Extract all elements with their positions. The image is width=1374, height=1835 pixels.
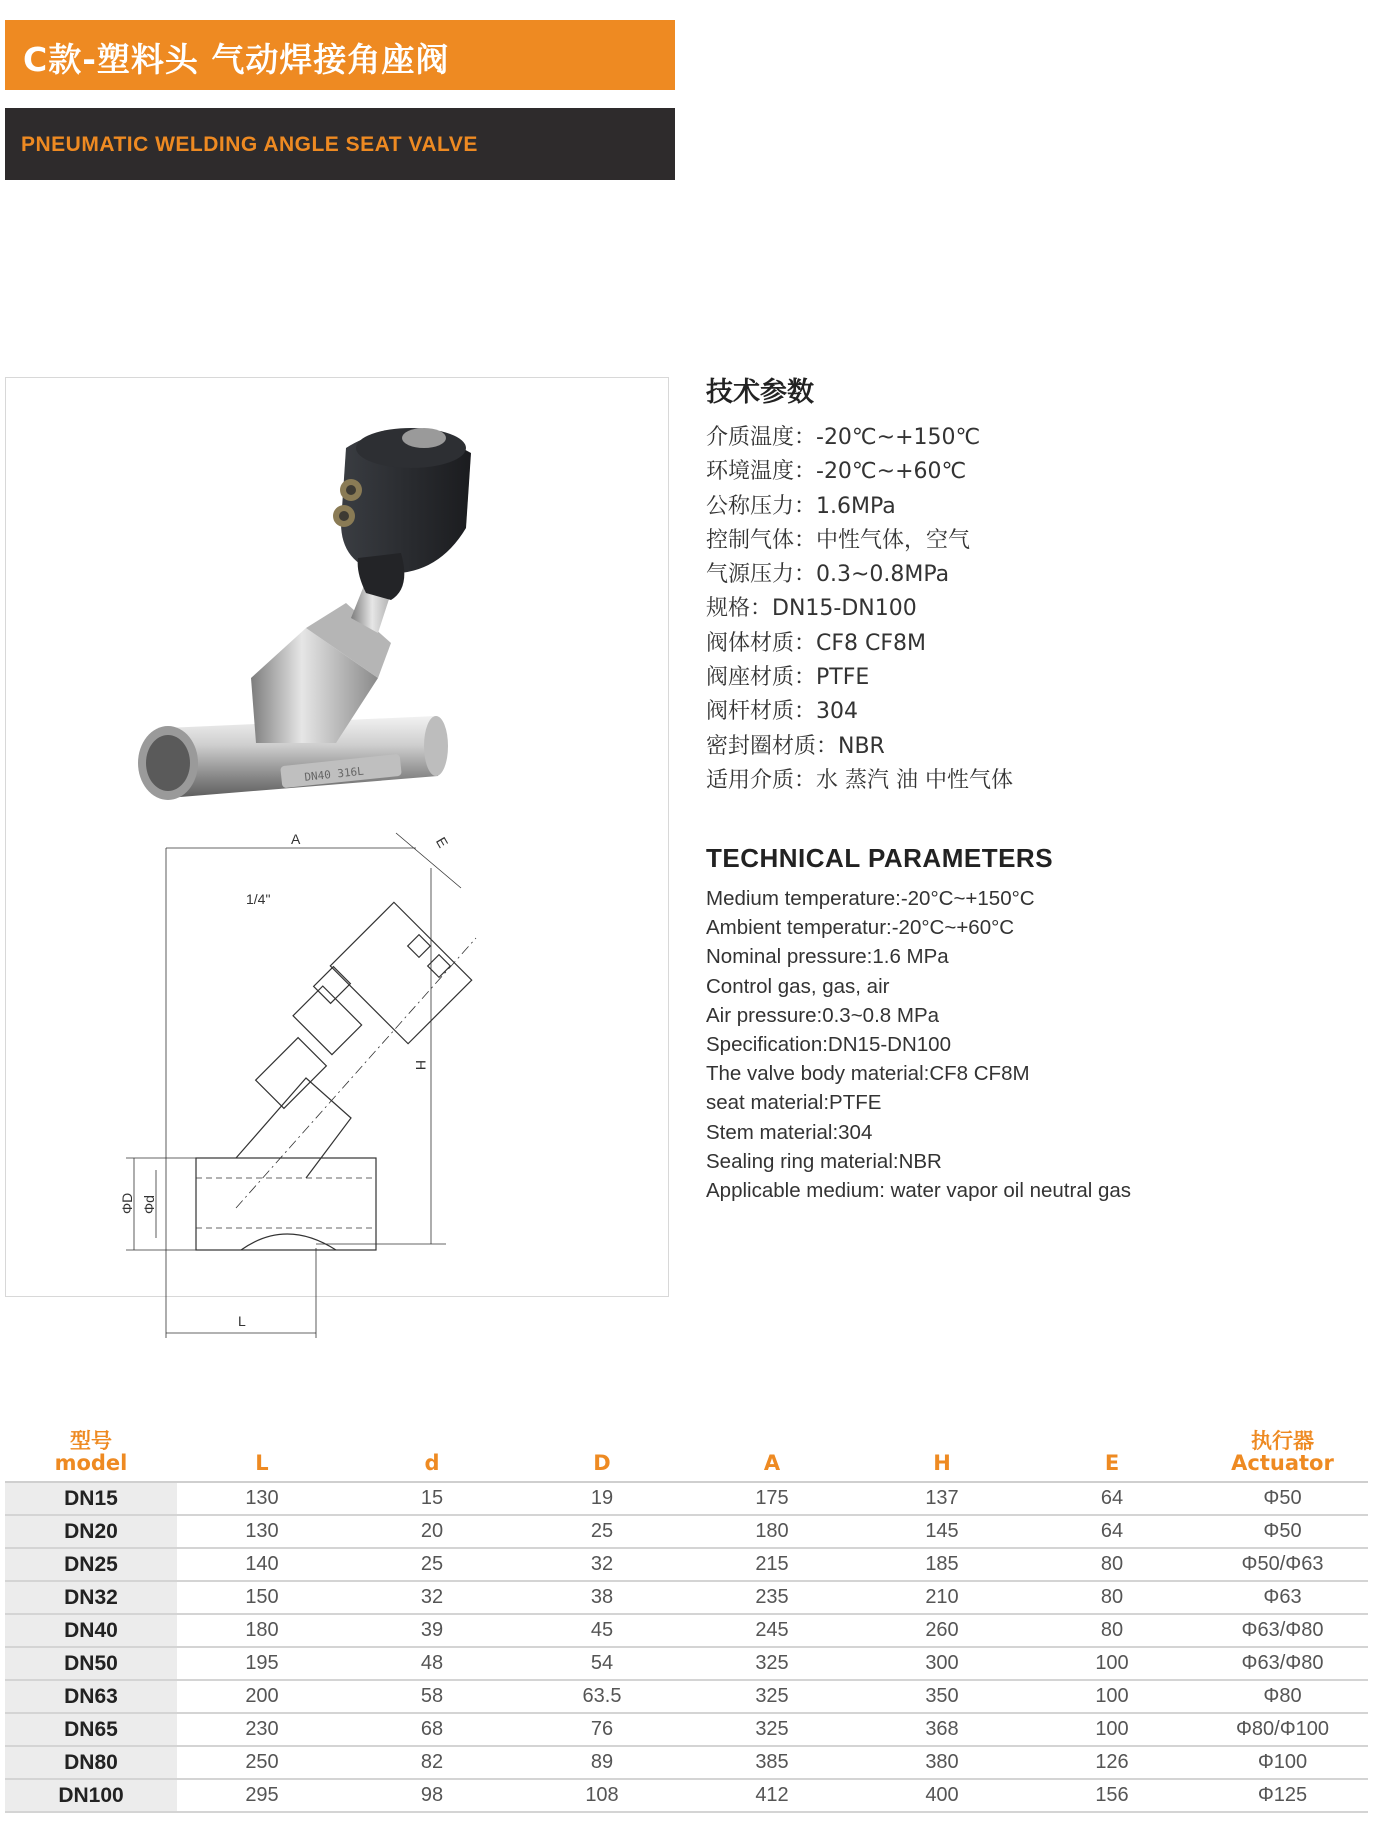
cell-h: 185 [857,1548,1027,1581]
valve-illustration [6,378,668,1329]
cell-actuator: Φ63 [1197,1581,1368,1614]
cell-d-outer: 54 [517,1647,687,1680]
page-title-en: PNEUMATIC WELDING ANGLE SEAT VALVE [21,133,478,156]
cell-l: 130 [177,1515,347,1548]
cell-model: DN40 [5,1614,177,1647]
col-header-a: A [687,1410,857,1482]
cell-e: 100 [1027,1680,1197,1713]
page-title-cn: C款-塑料头 气动焊接角座阀 [23,40,450,79]
cell-model: DN15 [5,1482,177,1515]
cell-d-outer: 63.5 [517,1680,687,1713]
cell-actuator: Φ100 [1197,1746,1368,1779]
dimension-table [5,1410,1368,1813]
spec-en-line: Air pressure:0.3~0.8 MPa [706,1003,940,1027]
cell-l: 200 [177,1680,347,1713]
spec-cn-line: 适用介质：水 蒸汽 油 中性气体 [706,767,1013,793]
col-header-actuator [1197,1410,1368,1482]
cell-actuator: Φ50 [1197,1515,1368,1548]
table-row [5,1482,1368,1515]
cell-d-inner: 20 [347,1515,517,1548]
spec-en-line: Applicable medium: water vapor oil neutral gas [706,1178,1132,1202]
cell-a: 215 [687,1548,857,1581]
subtitle-banner [5,108,675,180]
cell-h: 137 [857,1482,1027,1515]
col-header-model [5,1410,177,1482]
col-header-l: L [177,1410,347,1482]
tech-params-cn-title: 技术参数 [706,377,814,408]
table-header-row [5,1410,1368,1482]
cell-model: DN63 [5,1680,177,1713]
cell-e: 80 [1027,1614,1197,1647]
cell-e: 100 [1027,1713,1197,1746]
cell-e: 156 [1027,1779,1197,1812]
cell-e: 80 [1027,1581,1197,1614]
dim-label-phi-d-inner: Φd [141,1195,157,1214]
cell-d-inner: 39 [347,1614,517,1647]
cell-a: 325 [687,1680,857,1713]
cell-e: 64 [1027,1482,1197,1515]
cell-h: 368 [857,1713,1027,1746]
spec-en-line: Medium temperature:-20°C~+150°C [706,887,1035,910]
cell-actuator: Φ125 [1197,1779,1368,1812]
cell-d-outer: 38 [517,1581,687,1614]
table-row [5,1548,1368,1581]
cell-model: DN100 [5,1779,177,1812]
cell-d-inner: 68 [347,1713,517,1746]
cell-actuator: Φ63/Φ80 [1197,1614,1368,1647]
cell-e: 126 [1027,1746,1197,1779]
cell-actuator: Φ50 [1197,1482,1368,1515]
cell-actuator: Φ50/Φ63 [1197,1548,1368,1581]
dim-label-l: L [238,1313,246,1329]
cell-d-inner: 82 [347,1746,517,1779]
spec-cn-line: 阀体材质：CF8 CF8M [706,630,927,656]
col-header-model-en: model [54,1451,128,1475]
cell-model: DN50 [5,1647,177,1680]
cell-a: 325 [687,1713,857,1746]
tech-params-en [706,843,1346,1205]
spec-en-line: Nominal pressure:1.6 MPa [706,945,949,969]
spec-en-line: seat material:PTFE [706,1091,882,1115]
tech-params-cn [706,370,1346,798]
cell-d-outer: 76 [517,1713,687,1746]
cell-d-outer: 25 [517,1515,687,1548]
cell-a: 235 [687,1581,857,1614]
cell-l: 250 [177,1746,347,1779]
cell-d-inner: 15 [347,1482,517,1515]
cell-model: DN32 [5,1581,177,1614]
cell-model: DN20 [5,1515,177,1548]
cell-d-outer: 45 [517,1614,687,1647]
cell-a: 385 [687,1746,857,1779]
spec-en-line: The valve body material:CF8 CF8M [706,1062,1030,1086]
spec-cn-line: 介质温度：-20℃~+150℃ [706,425,981,450]
cell-d-inner: 25 [347,1548,517,1581]
cell-l: 195 [177,1647,347,1680]
cell-h: 210 [857,1581,1027,1614]
cell-l: 130 [177,1482,347,1515]
cell-h: 300 [857,1647,1027,1680]
cell-h: 145 [857,1515,1027,1548]
spec-cn-line: 控制气体：中性气体，空气 [706,527,971,553]
cell-a: 325 [687,1647,857,1680]
table-row [5,1713,1368,1746]
cell-d-outer: 108 [517,1779,687,1812]
col-header-e: E [1027,1410,1197,1482]
cell-h: 350 [857,1680,1027,1713]
cell-d-inner: 58 [347,1680,517,1713]
cell-actuator: Φ80/Φ100 [1197,1713,1368,1746]
spec-en-line: Specification:DN15-DN100 [706,1032,951,1056]
cell-d-outer: 89 [517,1746,687,1779]
col-header-h: H [857,1410,1027,1482]
cell-d-inner: 32 [347,1581,517,1614]
cell-h: 380 [857,1746,1027,1779]
col-header-actuator-en: Actuator [1231,1451,1334,1475]
table-row [5,1779,1368,1812]
port-size-label: 1/4" [246,891,271,907]
col-header-model-cn: 型号 [70,1429,112,1453]
spec-cn-line: 气源压力：0.3~0.8MPa [706,562,950,588]
cell-actuator: Φ63/Φ80 [1197,1647,1368,1680]
title-banner [5,20,675,90]
cell-h: 400 [857,1779,1027,1812]
dimension-drawing [126,833,476,1338]
cell-h: 260 [857,1614,1027,1647]
cell-model: DN25 [5,1548,177,1581]
dim-label-phi-d-outer: ΦD [119,1192,135,1214]
cell-l: 230 [177,1713,347,1746]
spec-cn-line: 密封圈材质：NBR [706,733,885,759]
cell-a: 245 [687,1614,857,1647]
spec-en-line: Ambient temperatur:-20°C~+60°C [706,916,1015,940]
spec-en-line: Control gas, gas, air [706,974,890,998]
product-image-panel [5,377,669,1329]
cell-a: 175 [687,1482,857,1515]
cell-d-outer: 32 [517,1548,687,1581]
table-row [5,1515,1368,1548]
cell-a: 412 [687,1779,857,1812]
col-header-actuator-cn: 执行器 [1251,1429,1314,1453]
cell-l: 295 [177,1779,347,1812]
spec-en-line: Stem material:304 [706,1120,873,1144]
tech-params-en-title: TECHNICAL PARAMETERS [706,843,1054,873]
col-header-d-inner: d [347,1410,517,1482]
cell-e: 100 [1027,1647,1197,1680]
spec-en-line: Sealing ring material:NBR [706,1149,942,1173]
cell-l: 140 [177,1548,347,1581]
valve-photo [138,428,471,800]
cell-actuator: Φ80 [1197,1680,1368,1713]
dim-label-a: A [291,831,301,847]
cell-d-inner: 48 [347,1647,517,1680]
table-row [5,1581,1368,1614]
cell-model: DN65 [5,1713,177,1746]
cell-l: 150 [177,1581,347,1614]
dim-label-h: H [413,1060,429,1071]
spec-cn-line: 阀杆材质：304 [706,699,858,725]
spec-cn-line: 公称压力：1.6MPa [706,493,896,519]
dim-label-e: E [432,834,452,851]
col-header-d-outer: D [517,1410,687,1482]
table-row [5,1614,1368,1647]
cell-e: 80 [1027,1548,1197,1581]
cell-d-inner: 98 [347,1779,517,1812]
table-row [5,1746,1368,1779]
cell-l: 180 [177,1614,347,1647]
table-row [5,1647,1368,1680]
spec-cn-line: 阀座材质：PTFE [706,665,870,691]
table-row [5,1680,1368,1713]
cell-e: 64 [1027,1515,1197,1548]
spec-cn-line: 环境温度：-20℃~+60℃ [706,459,967,485]
body-marking-text: DN40 316L [303,764,365,784]
cell-d-outer: 19 [517,1482,687,1515]
cell-a: 180 [687,1515,857,1548]
spec-cn-line: 规格：DN15-DN100 [706,596,917,622]
cell-model: DN80 [5,1746,177,1779]
